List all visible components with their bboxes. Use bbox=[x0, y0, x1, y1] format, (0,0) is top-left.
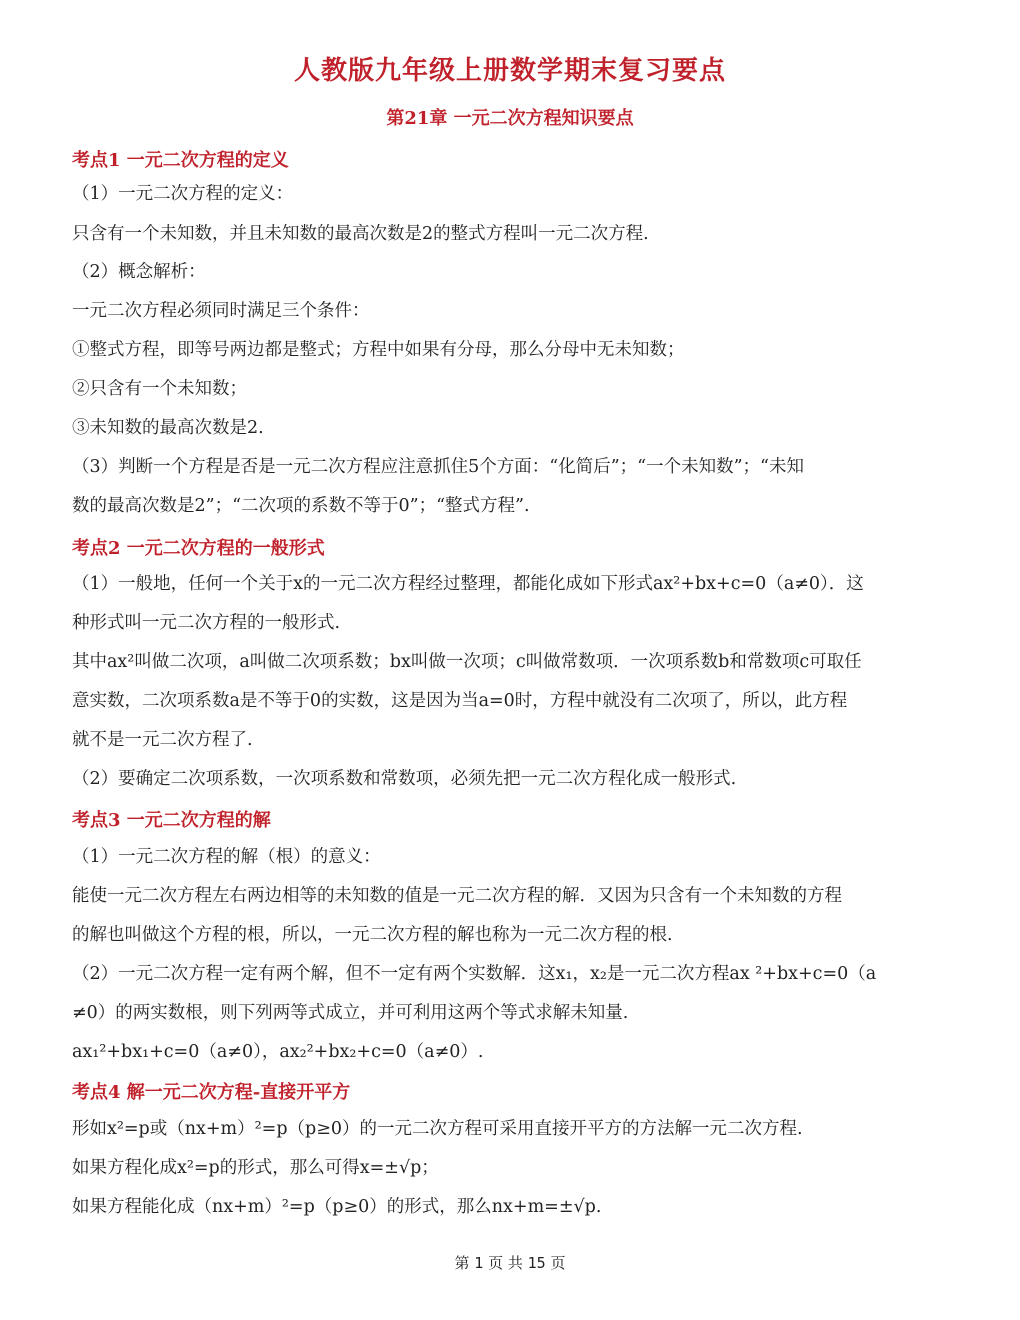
text-line: 其中ax²叫做二次项，a叫做二次项系数；bx叫做一次项；c叫做常数项．一次项系数b和常数项c可取任 bbox=[72, 652, 862, 672]
section-heading: 考点3 一元二次方程的解 bbox=[72, 810, 271, 831]
text-line: 如果方程能化成（nx+m）²=p（p≥0）的形式，那么nx+m=±√p. bbox=[72, 1197, 602, 1217]
current-page-number: 1 bbox=[474, 1254, 484, 1272]
text-line: （2）要确定二次项系数，一次项系数和常数项，必须先把一元二次方程化成一般形式. bbox=[72, 769, 737, 789]
text-line: （3）判断一个方程是否是一元二次方程应注意抓住5个方面：“化简后”；“一个未知数”；“未知 bbox=[72, 457, 804, 477]
text-line: 数的最高次数是2”；“二次项的系数不等于0”；“整式方程”. bbox=[72, 496, 530, 516]
text-line: 形如x²=p或（nx+m）²=p（p≥0）的一元二次方程可采用直接开平方的方法解一元二次方程. bbox=[72, 1119, 803, 1139]
text-line: 意实数，二次项系数a是不等于0的实数，这是因为当a=0时，方程中就没有二次项了，所以，此方程 bbox=[72, 691, 848, 711]
text-line: （2）概念解析： bbox=[72, 262, 206, 282]
page-title: 人教版九年级上册数学期末复习要点 bbox=[293, 56, 726, 86]
text-line: （1）一元二次方程的定义： bbox=[72, 184, 294, 204]
text-line: ①整式方程，即等号两边都是整式；方程中如果有分母，那么分母中无未知数； bbox=[72, 340, 685, 360]
text-line: ≠0）的两实数根，则下列两等式成立，并可利用这两个等式求解未知量. bbox=[72, 1003, 629, 1023]
text-line: ax₁²+bx₁+c=0（a≠0），ax₂²+bx₂+c=0（a≠0）. bbox=[72, 1042, 484, 1062]
text-line: 能使一元二次方程左右两边相等的未知数的值是一元二次方程的解．又因为只含有一个未知数的方程 bbox=[72, 886, 842, 906]
text-line: （2）一元二次方程一定有两个解，但不一定有两个实数解．这x₁，x₂是一元二次方程ax ²+bx+c=0（a bbox=[72, 964, 877, 984]
footer-prefix: 第 bbox=[454, 1254, 470, 1272]
text-line: 种形式叫一元二次方程的一般形式. bbox=[72, 613, 341, 633]
text-line: （1）一元二次方程的解（根）的意义： bbox=[72, 847, 381, 867]
section-heading: 考点4 解一元二次方程-直接开平方 bbox=[72, 1082, 351, 1103]
total-page-count: 15 bbox=[527, 1254, 546, 1272]
page-footer bbox=[0, 1252, 1020, 1273]
section-heading: 考点2 一元二次方程的一般形式 bbox=[72, 538, 325, 559]
text-line: 就不是一元二次方程了. bbox=[72, 730, 253, 750]
text-line: ②只含有一个未知数； bbox=[72, 379, 247, 399]
footer-suffix: 页 bbox=[550, 1254, 566, 1272]
section-heading: 考点1 一元二次方程的定义 bbox=[72, 150, 289, 171]
text-line: 只含有一个未知数，并且未知数的最高次数是2的整式方程叫一元二次方程. bbox=[72, 224, 649, 244]
text-line: 的解也叫做这个方程的根，所以，一元二次方程的解也称为一元二次方程的根. bbox=[72, 925, 673, 945]
chapter-title: 第21章 一元二次方程知识要点 bbox=[386, 108, 634, 129]
text-line: 一元二次方程必须同时满足三个条件： bbox=[72, 301, 370, 321]
footer-middle: 页 共 bbox=[488, 1254, 523, 1272]
text-line: （1）一般地，任何一个关于x的一元二次方程经过整理，都能化成如下形式ax²+bx+c=0（a≠0）．这 bbox=[72, 574, 864, 594]
text-line: 如果方程化成x²=p的形式，那么可得x=±√p； bbox=[72, 1158, 439, 1178]
text-line: ③未知数的最高次数是2. bbox=[72, 418, 264, 438]
